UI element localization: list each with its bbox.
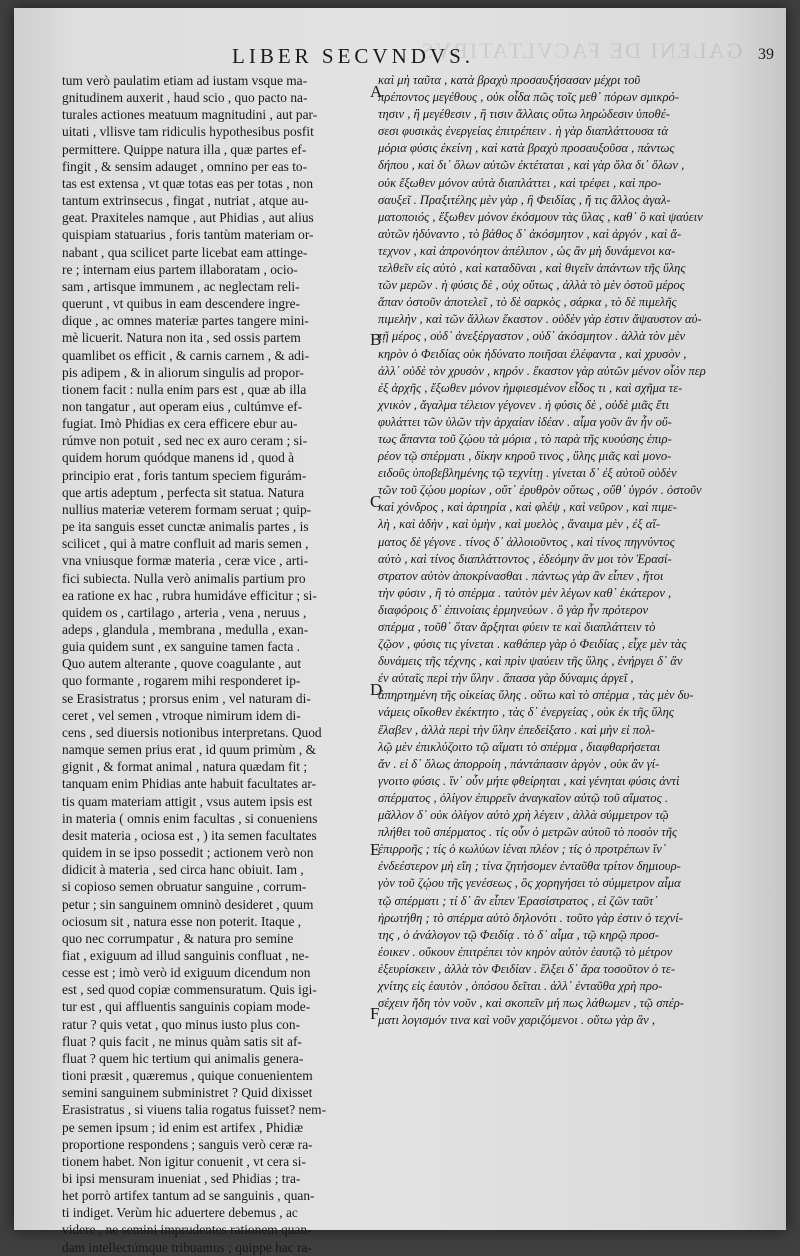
latin-text-line: quidem in se ipso possedit ; actionem verò non	[62, 845, 314, 861]
greek-text-line: ἅπαν ὀστοῦν ἀποτελεῖ , τὸ δὲ σαρκὸς , σάρκα , τὸ δὲ πιμελῆς	[378, 295, 677, 310]
latin-text-line: quo formante , rogarem mihi responderet ip-	[62, 673, 301, 689]
latin-text-line: quidem os , cartilago , arteria , vena , neruus ,	[62, 604, 307, 620]
greek-text-line: ἄν . εἰ δ᾽ ὅλως ἀπορροίη , πάντάπασιν ἀργὸν , οὐκ ἂν γί-	[378, 756, 660, 771]
page-number: 39	[758, 46, 774, 63]
greek-text-line: χνίτης εἰς ἑαυτὸν , ὁπόσου δεῖται . ἀλλ᾽ ἐνταῦθα χρὴ προ-	[378, 978, 663, 993]
latin-text-line: sam , artisque immunem , ac neglectam reli-	[62, 278, 300, 294]
running-head: LIBER SECVNDVS.	[232, 44, 475, 68]
greek-text-line: ἀπηρτημένη τῆς οἰκείας ὕλης . οὕτω καὶ τὸ σπέρμα , τὰς μὲν δυ-	[378, 688, 694, 703]
greek-text-line: τῷ σπέρματι ; τί δ᾽ ἂν εἶπεν Ἐρασίστρατος , εἰ ζῶν ταῦτ᾽	[378, 893, 658, 908]
greek-text-line: ἐνδεέστερον μὴ εἴη ; τίνα ζητήσομεν ἐνταῦθα τρίτον δημιουρ-	[378, 859, 681, 874]
latin-text-line: adeps , glandula , membrana , medulla , exan-	[62, 622, 309, 637]
latin-text-line: fluat ? quem hic tertium qui animalis genera-	[62, 1050, 304, 1066]
greek-text-line: ειδοῦς ὑποβεβλημένης τῷ τεχνίτῃ . γίνεται δ᾽ ἐξ αὐτοῦ οὐδὲν	[378, 466, 677, 481]
latin-text-line: mè licuerit. Natura non ita , sed ossis partem	[62, 330, 301, 346]
latin-text-line: pe ita sanguis esset cunctæ animalis partes , is	[62, 519, 309, 535]
latin-text-line: principio erat , foris tantum speciem figurám-	[62, 467, 307, 483]
latin-text-line: tioni præsit , quæremus , quique conuenientem	[62, 1068, 313, 1084]
bleed-through-text: GALENI DE FACVLTATIBVS	[418, 38, 742, 63]
latin-text-line: nullius materiæ veterem formam seruat ; quip-	[62, 501, 312, 517]
greek-text-line: κηρὸν ὁ Φειδίας οὐκ ἠδύνατο ποιῆσαι ἐλέφαντα , καὶ χρυσὸν ,	[378, 346, 687, 361]
latin-text-line: dique , ac omnes materiæ partes tangere mini-	[62, 313, 309, 329]
latin-text-line: est , sed quod copiæ commensuratum. Quis igi-	[62, 982, 317, 998]
greek-text-line: νάμεις οἴκοθεν ἐκέκτητο , τὰς δ᾽ ἐνεργείας , οὐκ ἐκ τῆς ὕλης	[378, 705, 675, 720]
latin-text-line: non tangatur , aut operam eius , cultúmve ef-	[62, 398, 303, 414]
latin-text-line: ea ratione ex hac , rubra humidáve efficitur ; si-	[62, 587, 317, 603]
latin-text-line: dam intellectúmque tribuamus ; quippe hac ra-	[62, 1239, 312, 1255]
latin-text-line: permittere. Quippe natura illa , quæ partes ef-	[62, 141, 307, 157]
latin-text-line: petur ; sin sanguinem omninò desideret , quum	[62, 896, 314, 912]
greek-text-line: έοικεν . οὔκουν ἐπιτρέπει τὸν κηρὸν αὐτὸν ἑαυτῷ τὸ μέτρον	[378, 944, 673, 959]
latin-text-line: tas est extensa , vt quæ totas eas per totas , non	[62, 175, 314, 191]
greek-text-line: ἀλλ᾽ οὐδὲ τὸν χρυσὸν , κηρόν . ἕκαστον γὰρ αὐτῶν μένον οἷόν περ	[378, 363, 706, 378]
greek-text-line: οὐκ ἔξωθεν μόνον αὐτὰ διαπλάττει , καὶ τρέφει , καὶ προ-	[378, 175, 662, 190]
margin-letter-d: D	[370, 680, 383, 699]
margin-letter-e: E	[370, 840, 381, 859]
latin-text-line: semini sanguinem subministret ? Quid dixisset	[62, 1085, 313, 1101]
latin-text-line: quidem horum quódque manens id , quod à	[62, 450, 295, 466]
latin-text-line: videre , ne semini imprudentes rationem quan-	[62, 1222, 312, 1238]
greek-text-line: ἔλαβεν , ἀλλὰ περὶ τὴν ὕλην ἐπεδείξατο . καὶ μὴν εἰ πολ-	[378, 722, 656, 737]
latin-text-line: het porrò artifex tantum ad se sanguinis , quan-	[62, 1188, 315, 1204]
latin-text-line: re ; internam eius partem illaboratam , ocio-	[62, 261, 298, 277]
greek-text-line: διαφόροις δ᾽ ἐπινοίαις ἑρμηνεύων . ὃ γὰρ ἦν πρότερον	[378, 602, 649, 617]
latin-text-line: ratur ? quis vetat , quo minus iusto plus con-	[62, 1016, 301, 1032]
latin-text-line: turales actiones meatuum magnitudini , aut par-	[62, 107, 318, 123]
margin-letter-f: F	[370, 1004, 380, 1023]
greek-text-line: ἠρωτήθη ; τὸ σπέρμα αὐτὸ δηλονότι . τοῦτο γὰρ ἐστιν ὁ τεχνί-	[378, 910, 683, 925]
greek-text-line: πλήθει τοῦ σπέρματος . τίς οὖν ὁ μετρῶν αὐτοῦ τὸ ποσὸν τῆς	[378, 825, 678, 840]
latin-text-line: Quo autem alterante , quove coagulante , aut	[62, 656, 302, 672]
latin-text-line: guia quidem sunt , ex sanguine tamen facta .	[62, 639, 300, 655]
latin-text-line: namque semen prius erat , id quum primùm , &	[62, 742, 317, 758]
latin-text-line: quispiam statuarius , foris tantùm materiam or-	[62, 227, 314, 243]
greek-text-line: στρατον αὐτὸν ἀποκρίνασθαι . πάντως γὰρ ἂν εἶπεν , ἤτοι	[378, 568, 664, 583]
greek-text-line: τὴν φύσιν , ἢ τὸ σπέρμα . ταὐτὸν μὲν λέγων καθ᾽ ἑκάτερον ,	[378, 585, 672, 600]
latin-text-line: tionem habet. Non igitur conuenit , vt cera si-	[62, 1153, 306, 1169]
latin-text-line: vna vniusque formæ materia , ceræ vice , arti-	[62, 553, 309, 569]
latin-text-line: tantum extrinsecus , fingat , nutriat , atque au-	[62, 193, 309, 209]
latin-text-line: rúmve non potuit , sed nec ex auro ceram ; si-	[62, 433, 308, 449]
greek-text-line: αὐτῶν ἠδύναντο , τὸ βάθος δ᾽ ἀκόσμητον , καὶ ἀργόν , καὶ ἄ-	[378, 226, 682, 241]
latin-text-line: tur est , qui affluentis sanguinis copiam mode-	[62, 999, 311, 1015]
latin-text-line: cesse est ; imò verò id exiguum dicendum non	[62, 965, 311, 981]
latin-text-line: tis quam materiam attigit , vsus autem ipsis est	[62, 793, 313, 809]
greek-text-line: ματοποιός , ἔξωθεν μόνον ἐκόσμουν τὰς ὕλας , καθ᾽ ὃ καὶ ψαύειν	[378, 209, 703, 224]
latin-text-line: bi ipsi mensuram inueniat , sed Phidias ; tra-	[62, 1171, 301, 1186]
greek-text-line: ἐξ ἀρχῆς , ἔξωθεν μόνον ἠμφιεσμένον εἶδος τι , καὶ σχῆμα τε-	[378, 380, 683, 395]
greek-text-line: σεσι φυσικὰς ἐνεργείας ἐπιτρέπειν . ἡ γὰρ διαπλάττουσα τὰ	[378, 124, 669, 139]
greek-text-line: λὴ , καὶ ἀδὴν , καὶ ὑμὴν , καὶ μυελὸς , ἄναιμα μὲν , ἐξ αἵ-	[378, 517, 661, 532]
greek-text-line: δυνάμεις τῆς τέχνης , καὶ πρὶν ψαύειν τῆς ὕλης , ἐνήργει δ᾽ ἂν	[378, 654, 683, 669]
latin-column	[62, 72, 358, 1256]
greek-text-line: χνικὸν , ἄγαλμα τέλειον γέγονεν . ἡ φύσις δὲ , οὐδὲ μιᾶς ἔτι	[378, 397, 669, 412]
latin-text-line: fingit , & sensim adauget , omnino per eas to-	[62, 158, 308, 174]
greek-text-line: ἐπιρροῆς ; τίς ὁ κωλύων ἰέναι πλέον ; τίς ὁ προτρέπων ἵν᾽	[378, 842, 667, 857]
latin-text-line: geat. Praxiteles namque , aut Phidias , aut alius	[62, 210, 314, 226]
latin-text-line: tanquam enim Phidias ante habuit facultates ar-	[62, 776, 317, 792]
greek-text-line: ζῷον , φύσις τις γίνεται . καθάπερ γὰρ ὁ Φειδίας , εἶχε μὲν τὰς	[378, 637, 687, 652]
latin-text-line: ociosum sit , natura esse non poterit. Itaque ,	[62, 913, 302, 929]
greek-text-line: λῷ μὲν ἐπικλύζοιτο τῷ αἵματι τὸ σπέρμα , διαφθαρήσεται	[378, 739, 661, 754]
latin-text-line: quo nec corrumpatur , & natura pro semine	[62, 930, 294, 946]
latin-text-line: fugiat. Imò Phidias ex cera efficere ebur au-	[62, 416, 298, 432]
greek-text-line: δήπου , καὶ δι᾽ ὅλων αὐτῶν ἐκτέταται , καὶ γὰρ ὅλα δι᾽ ὅλων ,	[378, 158, 685, 173]
greek-text-line: σαυξεῖ . Πραξιτέλης μὲν γὰρ , ἢ Φειδίας , ἤ τις ἄλλος ἀγαλ-	[378, 192, 671, 207]
greek-text-line: πρέποντος μεγέθους , οὐκ οἶδα πῶς τοῖς μεθ᾽ πόρων σμικρό-	[378, 90, 680, 105]
margin-letter-c: C	[370, 492, 382, 511]
greek-text-line: ματι λογισμόν τινα καὶ νοῦν χαριζόμενοι . οὕτω γὰρ ἂν ,	[378, 1013, 656, 1028]
greek-text-line: γὸν τοῦ ζῴου τῆς γενέσεως , ὃς χορηγήσει τὸ σύμμετρον αἷμα	[378, 876, 681, 891]
greek-text-line: τῇ μέρος , οὐδ᾽ ἀνεξέργαστον , οὐδ᾽ ἀκόσμητον . ἀλλὰ τὸν μὲν	[378, 329, 686, 344]
greek-text-line: τεχνον , καὶ ἀπρονόητον ἀπέλιπον , ὡς ἂν μὴ δυνάμενοι κα-	[378, 243, 676, 258]
greek-text-line: μᾶλλον δ᾽ οὐκ ὀλίγον αὐτὸ χρὴ λέγειν , ἀλλὰ σύμμετρον τῷ	[378, 808, 669, 823]
latin-text-line: proportione respondens ; sanguis verò ceræ ra-	[62, 1136, 313, 1152]
latin-text-line: pe semen ipsum ; id enim est artifex , Phidiæ	[62, 1119, 303, 1135]
greek-text-line: πιμελὴν , καὶ τῶν ἄλλων ἕκαστον . οὐδὲν γὰρ ἐστιν ἄψαυστον αὐ-	[378, 312, 702, 327]
margin-letter-a: A	[370, 82, 383, 101]
greek-text-line: μόρια φύσις ἐκείνη , καὶ κατὰ βραχὺ προσαυξοῦσα , πάντως	[378, 141, 675, 156]
latin-text-line: tum verò paulatim etiam ad iustam vsque ma-	[62, 73, 308, 88]
latin-text-line: fiat , exiguum ad illud sanguinis confluat , ne-	[62, 947, 309, 963]
greek-text-line: φυλάττει τῶν ὑλῶν τὴν ἀρχαίαν ἰδέαν . αἷμα γοῦν ἂν ἦν οὕ-	[378, 414, 672, 429]
latin-text-line: nabant , qua scilicet parte licebat eam attinge-	[62, 244, 308, 260]
latin-text-line: uitati , vllisve tam ridiculis hypothesibus posfit	[62, 124, 314, 140]
latin-text-line: fluat ? quis facit , ne minus quàm satis sit af-	[62, 1033, 302, 1049]
greek-text-line: τῶν μερῶν . ἡ φύσις δὲ , οὐχ οὕτως , ἀλλὰ τὸ μὲν ὀστοῦ μέρος	[378, 278, 685, 293]
latin-text-line: cens , sed diuersis notionibus interpretans. Quod	[62, 724, 322, 740]
latin-text-line: si copioso semen obruatur sanguine , corrum-	[62, 879, 307, 895]
greek-text-line: καὶ χόνδρος , καὶ ἀρτηρία , καὶ φλέψ , καὶ νεῦρον , καὶ πιμε-	[378, 500, 677, 515]
book-page	[14, 8, 786, 1255]
latin-text-line: se Erasistratus ; prorsus enim , vel naturam di-	[62, 690, 311, 706]
latin-text-line: ti indiget. Verùm hic aduertere debemus , ac	[62, 1205, 298, 1221]
greek-text-line: σπέρματος , ὀλίγον ἐπιρρεῖν ἀναγκαῖον αὐτῷ τοῦ αἵματος .	[378, 790, 669, 805]
latin-text-line: pis adipem , & in aliorum singulis ad propor-	[62, 364, 304, 380]
greek-text-line: γνοιτο φύσις . ἵν᾽ οὖν μήτε φθείρηται , καὶ γένηται φύσις ἀντὶ	[378, 773, 680, 788]
greek-text-line: ἐν αὐταῖς περὶ τὴν ὕλην . ἅπασα γὰρ δύναμις ἀργεῖ ,	[378, 671, 634, 686]
greek-text-line: ἐξευρίσκειν , ἀλλὰ τὸν Φειδίαν . ἕλξει δ᾽ ἄρα τοσοῦτον ὁ τε-	[378, 961, 676, 976]
latin-text-line: querunt , vt quibus in eam descendere ingre-	[62, 296, 300, 312]
latin-text-line: didicit à materia , sed circa hanc obiuit. Iam ,	[62, 862, 304, 878]
greek-text-line: καὶ μὴ ταῦτα , κατὰ βραχὺ προσαυξήσασαν μέχρι τοῦ	[378, 73, 641, 87]
latin-text-line: gignit , & format animal , natura quædam fit ;	[62, 759, 308, 775]
greek-text-line: τως ἅπαντα τοῦ ζῴου τὰ μόρια , τὸ παρὰ τῆς κυούσης ἐπιρ-	[378, 431, 672, 446]
greek-text-line: σπέρμα , τοῦθ᾽ ὅταν ἄρξηται φύειν τε καὶ διαπλάττειν τὸ	[378, 620, 656, 634]
latin-text-line: in materia ( omnis enim facultas , si conueniens	[62, 810, 318, 826]
greek-column	[378, 72, 774, 1029]
greek-text-line: σέχειν ἤδη τὸν νοῦν , καὶ σκοπεῖν μή πως λάθωμεν , τῷ σπέρ-	[378, 996, 684, 1011]
margin-letter-b: B	[370, 330, 382, 349]
latin-text-line: que artis adeptum , perfecta sit statua. Natura	[62, 484, 305, 500]
latin-text-line: desit materia , ociosa est , ) ita semen facultates	[62, 827, 317, 843]
latin-text-line: gnitudinem auxerit , haud scio , quo pacto na-	[62, 90, 308, 106]
latin-text-line: fici subiecta. Nulla verò animalis partium pro	[62, 570, 306, 586]
greek-text-line: αὐτὸ , καὶ τίνος διαπλάττοντος , ἐδεόμην ἂν μοι τὸν Ἐρασί-	[378, 551, 672, 566]
greek-text-line: τῶν τοῦ ζῴου μορίων , οὔτ᾽ ἐρυθρὸν οὕτως , οὔθ᾽ ὑγρόν . ὀστοῦν	[378, 483, 702, 498]
greek-text-line: τησιν , ἢ μεγέθεσιν , ἢ τισιν ἄλλαις οὕτω ληρώδεσιν ὑποθέ-	[378, 107, 670, 122]
greek-text-line: τελθεῖν εἰς αὐτὸ , καὶ καταδῦναι , καὶ θιγεῖν ἁπάντων τῆς ὕλης	[378, 261, 686, 276]
latin-text-line: quamlibet os efficit , & carnis carnem , & adi-	[62, 347, 310, 363]
latin-text-line: Erasistratus , si viuens talia rogatus fuisset? nem-	[62, 1102, 327, 1118]
greek-text-line: ματος δὲ γέγονε . τίνος δ᾽ ἀλλοιοῦντος , καὶ τίνος πηγνύντος	[378, 534, 675, 549]
latin-text-line: tionem facit : nulla enim pars est , quæ ab illa	[62, 381, 307, 397]
latin-text-line: scilicet , qui à matre confluit ad maris semen ,	[62, 536, 309, 552]
latin-text-line: ceret , vel semen , vtroque nimirum idem di-	[62, 707, 301, 723]
greek-text-line: της , ὁ ἀνάλογον τῷ Φειδίᾳ . τὸ δ᾽ αἷμα , τῷ κηρῷ προσ-	[378, 927, 659, 942]
greek-text-line: ρέον τῷ σπέρματι , δίκην κηροῦ τινος , ὕλης μιᾶς καὶ μονο-	[378, 449, 672, 464]
